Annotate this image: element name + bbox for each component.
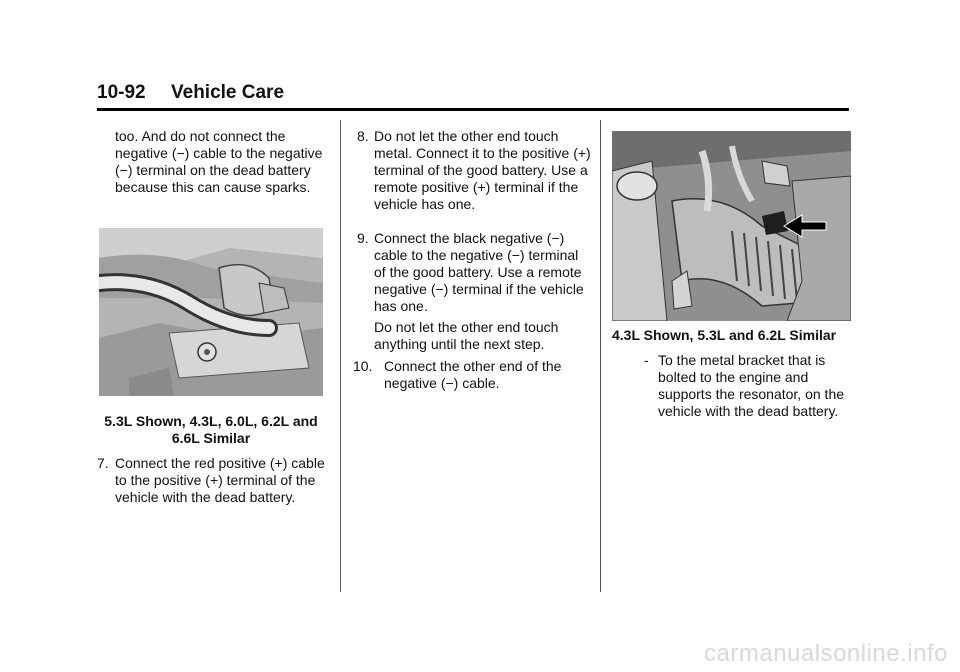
section-title: Vehicle Care — [171, 82, 285, 103]
step-number-10: 10. — [353, 358, 373, 374]
battery-terminal-illustration — [99, 228, 323, 396]
column-divider-left — [340, 120, 341, 592]
step-number-7: 7. — [97, 455, 109, 471]
page-number: 10-92 — [97, 82, 146, 103]
step-8-text: Do not let the other end touch metal. Connect it to the positive (+) terminal of the good battery. Use a remote positive (+) terminal if the vehicle has one. — [374, 128, 591, 212]
page-header — [97, 80, 849, 111]
step-number-8: 8. — [357, 128, 369, 144]
figure-caption-right: 4.3L Shown, 5.3L and 6.2L Similar — [612, 327, 837, 343]
continuation-paragraph: too. And do not connect the negative (−) cable to the negative (−) terminal on the dead battery because this can cause sparks. — [115, 128, 323, 195]
step-10-text: Connect the other end of the negative (−) cable. — [384, 358, 562, 391]
step-7-text: Connect the red positive (+) cable to the positive (+) terminal of the vehicle with the dead battery. — [115, 455, 325, 505]
step-9-text: Connect the black negative (−) cable to the negative (−) terminal of the good battery. Use a remote negative (−) terminal if the vehicle has one. — [374, 230, 584, 314]
column-divider-right — [600, 120, 601, 592]
bullet-marker: - — [644, 352, 649, 368]
bullet-text: To the metal bracket that is bolted to the engine and supports the resonator, on the vehicle with the dead battery. — [658, 352, 845, 419]
figure-caption-left-line1: 5.3L Shown, 4.3L, 6.0L, 6.2L and — [104, 413, 318, 429]
step-number-9: 9. — [357, 230, 369, 246]
figure-caption-left-line2: 6.6L Similar — [171, 430, 251, 446]
step-9-note: Do not let the other end touch anything until the next step. — [374, 319, 559, 352]
engine-bracket-illustration — [612, 131, 851, 321]
watermark: carmanualsonline.info — [704, 640, 948, 667]
